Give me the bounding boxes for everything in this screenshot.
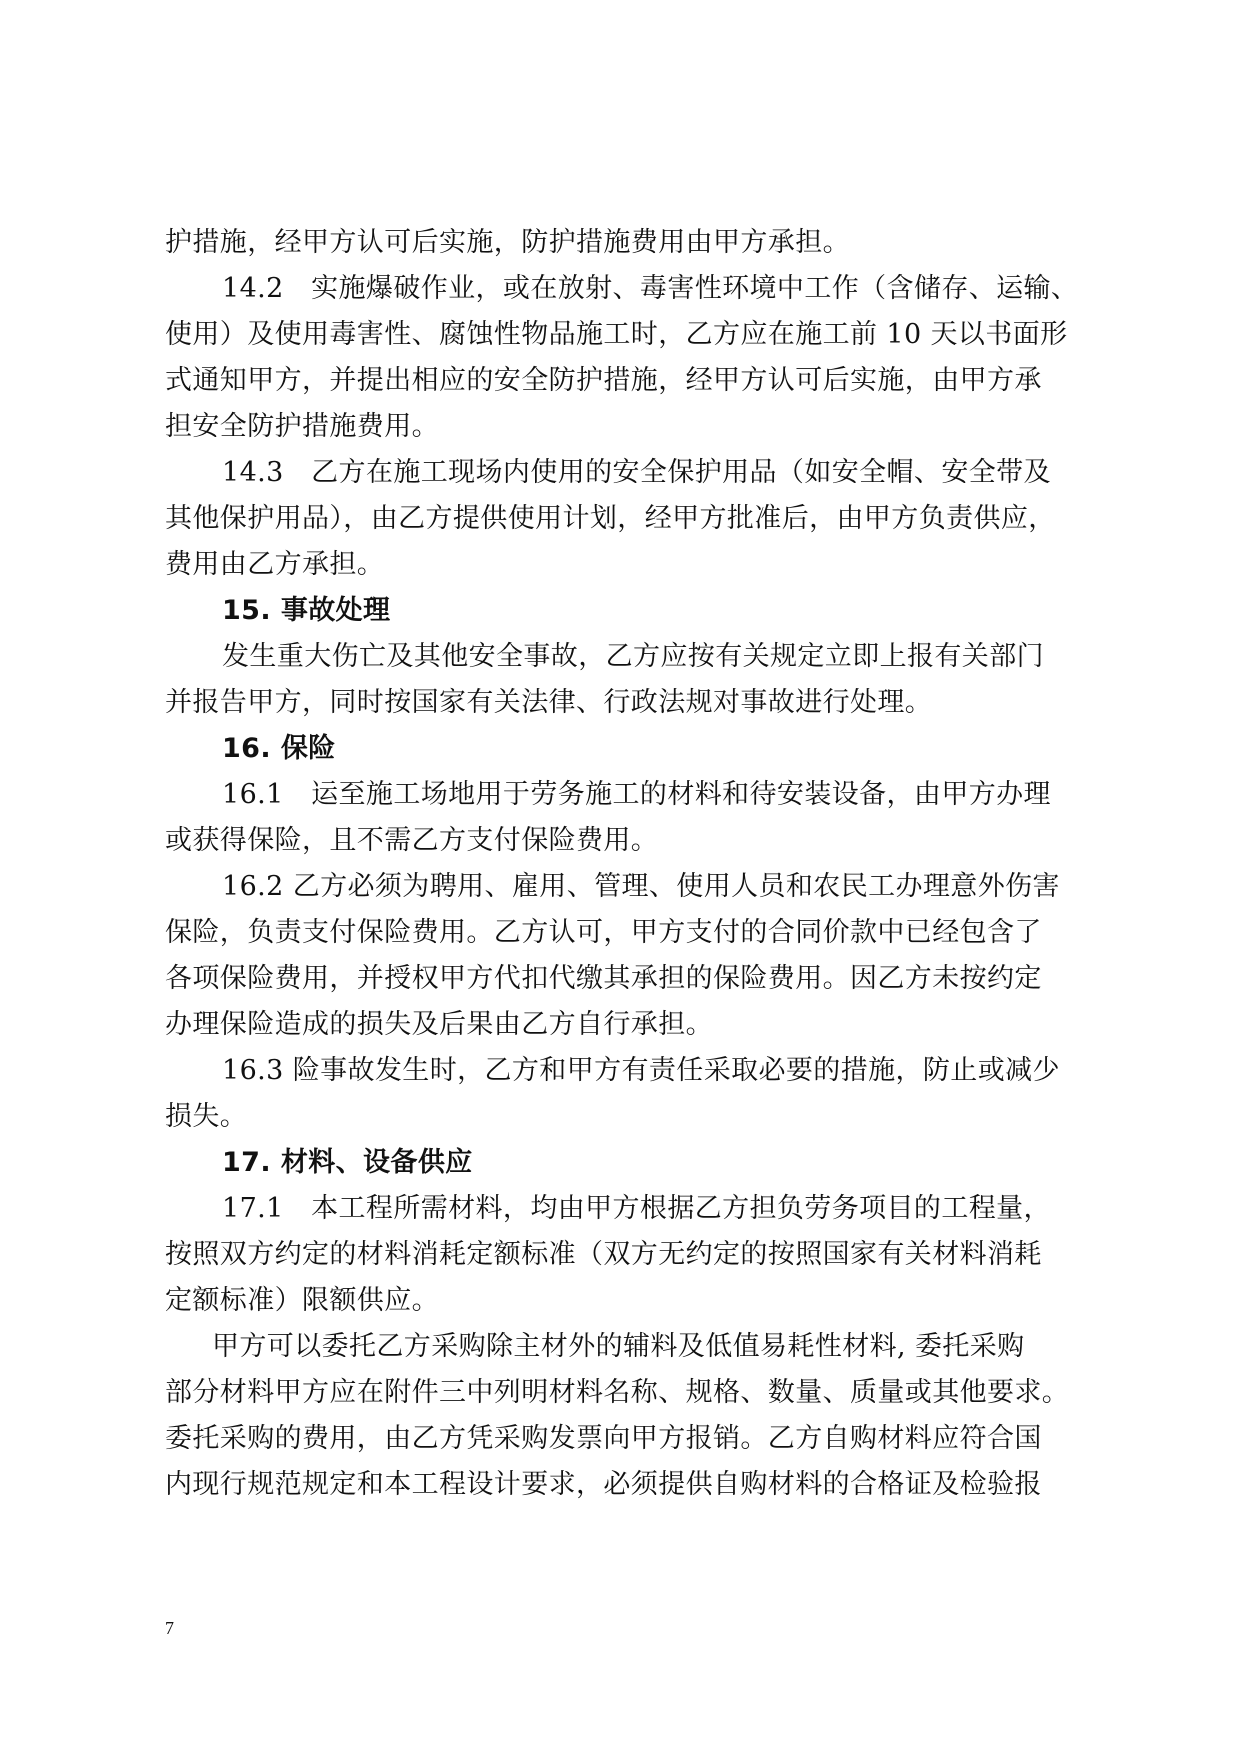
text-line: 并报告甲方，同时按国家有关法律、行政法规对事故进行处理。 [165, 687, 933, 718]
clause-14-3-line: 14.3 乙方在施工现场内使用的安全保护用品（如安全帽、安全带及 [222, 457, 1051, 488]
section-17-heading: 17. 材料、设备供应 [222, 1147, 473, 1178]
clause-16-1-line: 16.1 运至施工场地用于劳务施工的材料和待安装设备，由甲方办理 [222, 779, 1051, 810]
clause-16-2-line: 16.2 乙方必须为聘用、雇用、管理、使用人员和农民工办理意外伤害 [222, 871, 1060, 902]
text-line: 甲方可以委托乙方采购除主材外的辅料及低值易耗性材料, 委托采购 [212, 1331, 1025, 1362]
text-line: 其他保护用品），由乙方提供使用计划，经甲方批准后，由甲方负责供应， [165, 503, 1056, 534]
clause-17-1-line: 17.1 本工程所需材料，均由甲方根据乙方担负劳务项目的工程量， [222, 1193, 1051, 1224]
text-line: 担安全防护措施费用。 [165, 411, 439, 442]
text-line: 使用）及使用毒害性、腐蚀性物品施工时，乙方应在施工前 10 天以书面形 [165, 319, 1068, 350]
text-line: 发生重大伤亡及其他安全事故，乙方应按有关规定立即上报有关部门 [222, 641, 1044, 672]
document-body [165, 220, 1085, 1508]
text-line: 委托采购的费用，由乙方凭采购发票向甲方报销。乙方自购材料应符合国 [165, 1423, 1042, 1454]
text-line: 式通知甲方，并提出相应的安全防护措施，经甲方认可后实施，由甲方承 [165, 365, 1042, 396]
section-15-heading: 15. 事故处理 [222, 595, 391, 626]
text-line: 或获得保险，且不需乙方支付保险费用。 [165, 825, 659, 856]
text-line: 保险，负责支付保险费用。乙方认可，甲方支付的合同价款中已经包含了 [165, 917, 1042, 948]
text-line: 内现行规范规定和本工程设计要求，必须提供自购材料的合格证及检验报 [165, 1469, 1042, 1500]
text-line: 办理保险造成的损失及后果由乙方自行承担。 [165, 1009, 713, 1040]
text-line: 费用由乙方承担。 [165, 549, 385, 580]
text-line: 部分材料甲方应在附件三中列明材料名称、规格、数量、质量或其他要求。 [165, 1377, 1070, 1408]
section-16-heading: 16. 保险 [222, 733, 336, 764]
page-number: 7 [165, 1618, 174, 1638]
text-line: 损失。 [165, 1101, 248, 1132]
text-line: 各项保险费用，并授权甲方代扣代缴其承担的保险费用。因乙方未按约定 [165, 963, 1042, 994]
clause-14-2-line: 14.2 实施爆破作业，或在放射、毒害性环境中工作（含储存、运输、 [222, 273, 1079, 304]
text-line: 按照双方约定的材料消耗定额标准（双方无约定的按照国家有关材料消耗 [165, 1239, 1042, 1270]
text-line: 定额标准）限额供应。 [165, 1285, 439, 1316]
clause-16-3-line: 16.3 险事故发生时，乙方和甲方有责任采取必要的措施，防止或减少 [222, 1055, 1060, 1086]
text-line: 护措施，经甲方认可后实施，防护措施费用由甲方承担。 [165, 227, 850, 258]
